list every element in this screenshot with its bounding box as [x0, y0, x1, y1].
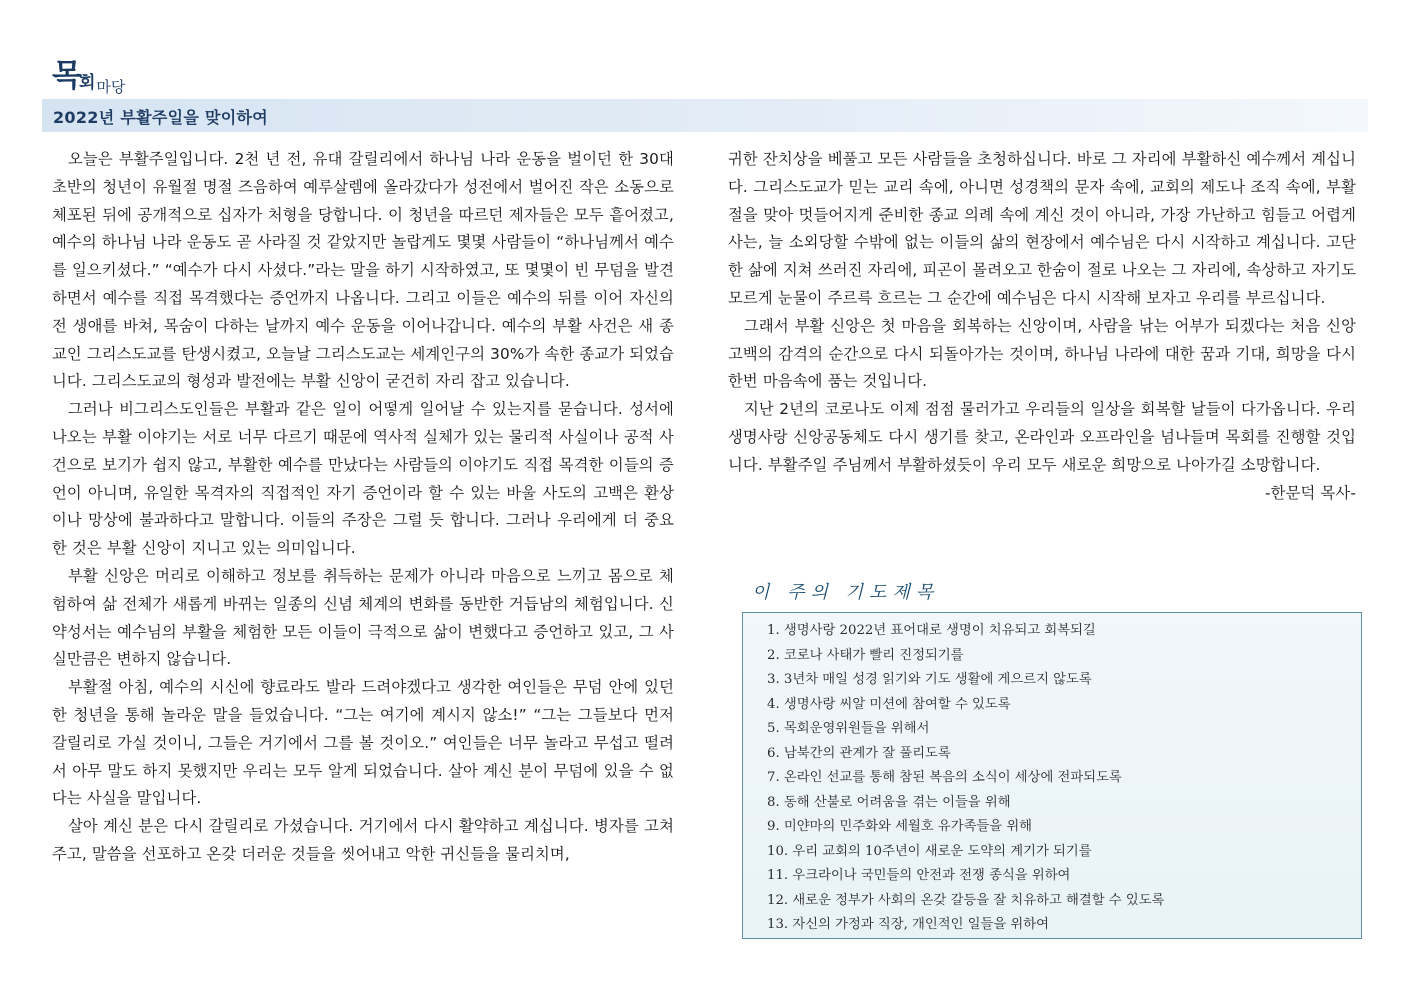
prayer-item: 1. 생명사랑 2022년 표어대로 생명이 치유되고 회복되길 — [767, 623, 1096, 638]
prayer-item: 5. 목회운영위원들을 위해서 — [767, 721, 930, 736]
section-logo — [52, 50, 125, 95]
logo-small-text: 마당 — [96, 78, 126, 96]
logo-mid-char: 회 — [78, 73, 96, 93]
prayer-item: 11. 우크라이나 국민들의 안전과 전쟁 종식을 위하여 — [767, 868, 1071, 883]
prayer-item: 9. 미얀마의 민주화와 세월호 유가족들을 위해 — [767, 819, 1033, 834]
prayer-item: 2. 코로나 사태가 빨리 진정되기를 — [767, 647, 964, 663]
prayer-list-box — [742, 612, 1362, 939]
article-paragraph: 부활절 아침, 예수의 시신에 향료라도 발라 드려야겠다고 생각한 여인들은 무덤 안에 있던 한 청년을 통해 놀라운 말을 들었습니다. “그는 여기에 계시지 않소!” “그는 그들보다 먼저 갈릴리로 가실 것이니, 그들은 거기에서 그를 볼 것이오.” 여인들은 너무 놀라고 무섭고 떨려서 아무 말도 하지 못했지만 우리는 모두 알게 되었습니다. 살아 계신 분이 무덤에 있을 수 없다는 사실을 말입니다. — [52, 678, 674, 808]
article-paragraph: 살아 계신 분은 다시 갈릴리로 가셨습니다. 거기에서 다시 활약하고 계십니다. 병자를 고쳐 주고, 말씀을 선포하고 온갖 더러운 것들을 씻어내고 악한 귀신들을 물리치며, — [52, 817, 674, 863]
article-paragraph: 그래서 부활 신앙은 첫 마음을 회복하는 신앙이며, 사람을 낚는 어부가 되겠다는 처음 신앙고백의 감격의 순간으로 다시 되돌아가는 것이며, 하나님 나라에 대한 꿈과 기대, 희망을 다시 한번 마음속에 품는 것입니다. — [728, 316, 1356, 391]
prayer-item: 8. 동해 산불로 어려움을 겪는 이들을 위해 — [767, 794, 1011, 810]
article-left-column — [52, 146, 674, 869]
article-paragraph: 부활 신앙은 머리로 이해하고 정보를 취득하는 문제가 아니라 마음으로 느끼고 몸으로 체험하여 삶 전체가 새롭게 바뀌는 일종의 신념 체계의 변화를 동반한 거듭남의 체험입니다. 신약성서는 예수님의 부활을 체험한 모든 이들이 극적으로 삶이 변했다고 증언하고 있고, 그 사실만큼은 변하지 않습니다. — [52, 566, 674, 669]
prayer-item: 6. 남북간의 관계가 잘 풀리도록 — [767, 745, 951, 761]
prayer-list — [743, 613, 1361, 938]
article-title: 2022년 부활주일을 맞이하여 — [53, 108, 269, 127]
article-paragraph: 귀한 잔치상을 베풀고 모든 사람들을 초청하십니다. 바로 그 자리에 부활하신 예수께서 계십니다. 그리스도교가 믿는 교리 속에, 아니면 성경책의 문자 속에, 교회의 제도나 조직 속에, 부활절을 맞아 멋들어지게 준비한 종교 의례 속에 계신 것이 아니라, 가장 가난하고 힘들고 어렵게 사는, 늘 소외당할 수밖에 없는 이들의 삶의 현장에서 예수님은 다시 시작하고 계십니다. 고단한 삶에 지쳐 쓰러진 자리에, 피곤이 몰려오고 한숨이 절로 나오는 그 자리에, 속상하고 자기도 모르게 눈물이 주르륵 흐르는 그 순간에 예수님은 다시 시작해 보자고 우리를 부르십니다. — [728, 150, 1356, 307]
author-signature: -한문덕 목사- — [1265, 483, 1356, 502]
prayer-item: 4. 생명사랑 씨알 미션에 참여할 수 있도록 — [767, 696, 1011, 712]
prayer-section-title: 이 주의 기도제목 — [752, 582, 940, 603]
article-paragraph: 지난 2년의 코로나도 이제 점점 물러가고 우리들의 일상을 회복할 날들이 다가옵니다. 우리 생명사랑 신앙공동체도 다시 생기를 찾고, 온라인과 오프라인을 넘나들며 목회를 진행할 것입니다. 부활주일 주님께서 부활하셨듯이 우리 모두 새로운 희망으로 나아가길 소망합니다. — [728, 400, 1356, 474]
article-paragraph: 오늘은 부활주일입니다. 2천 년 전, 유대 갈릴리에서 하나님 나라 운동을 벌이던 한 30대 초반의 청년이 유월절 명절 즈음하여 예루살렘에 올라갔다가 성전에서 벌어진 작은 소동으로 체포된 뒤에 공개적으로 십자가 처형을 당합니다. 이 청년을 따르던 제자들은 모두 흩어졌고, 예수의 하나님 나라 운동도 곧 사라질 것 같았지만 놀랍게도 몇몇 사람들이 “하나님께서 예수를 일으키셨다.” “예수가 다시 사셨다.”라는 말을 하기 시작하였고, 또 몇몇이 빈 무덤을 발견하면서 예수를 직접 목격했다는 증언까지 나옵니다. 그리고 이들은 예수의 뒤를 이어 자신의 전 생애를 바쳐, 목숨이 다하는 날까지 예수 운동을 이어나갑니다. 예수의 부활 사건은 새 종교인 그리스도교를 탄생시켰고, 오늘날 그리스도교는 세계인구의 30%가 속한 종교가 되었습니다. 그리스도교의 형성과 발전에는 부활 신앙이 굳건히 자리 잡고 있습니다. — [52, 150, 674, 391]
article-paragraph: 그러나 비그리스도인들은 부활과 같은 일이 어떻게 일어날 수 있는지를 묻습니다. 성서에 나오는 부활 이야기는 서로 너무 다르기 때문에 역사적 실체가 있는 물리적 사실이나 공적 사건으로 보기가 쉽지 않고, 부활한 예수를 만났다는 사람들의 이야기도 직접 목격한 이들의 증언이 아니며, 유일한 목격자의 직접적인 자기 증언이라 할 수 있는 바울 사도의 고백은 환상이나 망상에 불과하다고 말합니다. 이들의 주장은 그럴 듯 합니다. 그러나 우리에게 더 중요한 것은 부활 신앙이 지니고 있는 의미입니다. — [52, 400, 674, 558]
logo-big-char: 목 — [52, 58, 81, 94]
article-right-column — [728, 146, 1356, 507]
prayer-item: 10. 우리 교회의 10주년이 새로운 도약의 계기가 되기를 — [767, 843, 1092, 859]
prayer-item: 12. 새로운 정부가 사회의 온갖 갈등을 잘 치유하고 해결할 수 있도록 — [767, 892, 1165, 908]
prayer-item: 3. 3년차 매일 성경 읽기와 기도 생활에 게으르지 않도록 — [767, 672, 1092, 687]
prayer-item: 7. 온라인 선교를 통해 참된 복음의 소식이 세상에 전파되도록 — [767, 770, 1122, 785]
title-bar — [42, 99, 1368, 132]
prayer-item: 13. 자신의 가정과 직장, 개인적인 일들을 위하여 — [767, 917, 1049, 932]
